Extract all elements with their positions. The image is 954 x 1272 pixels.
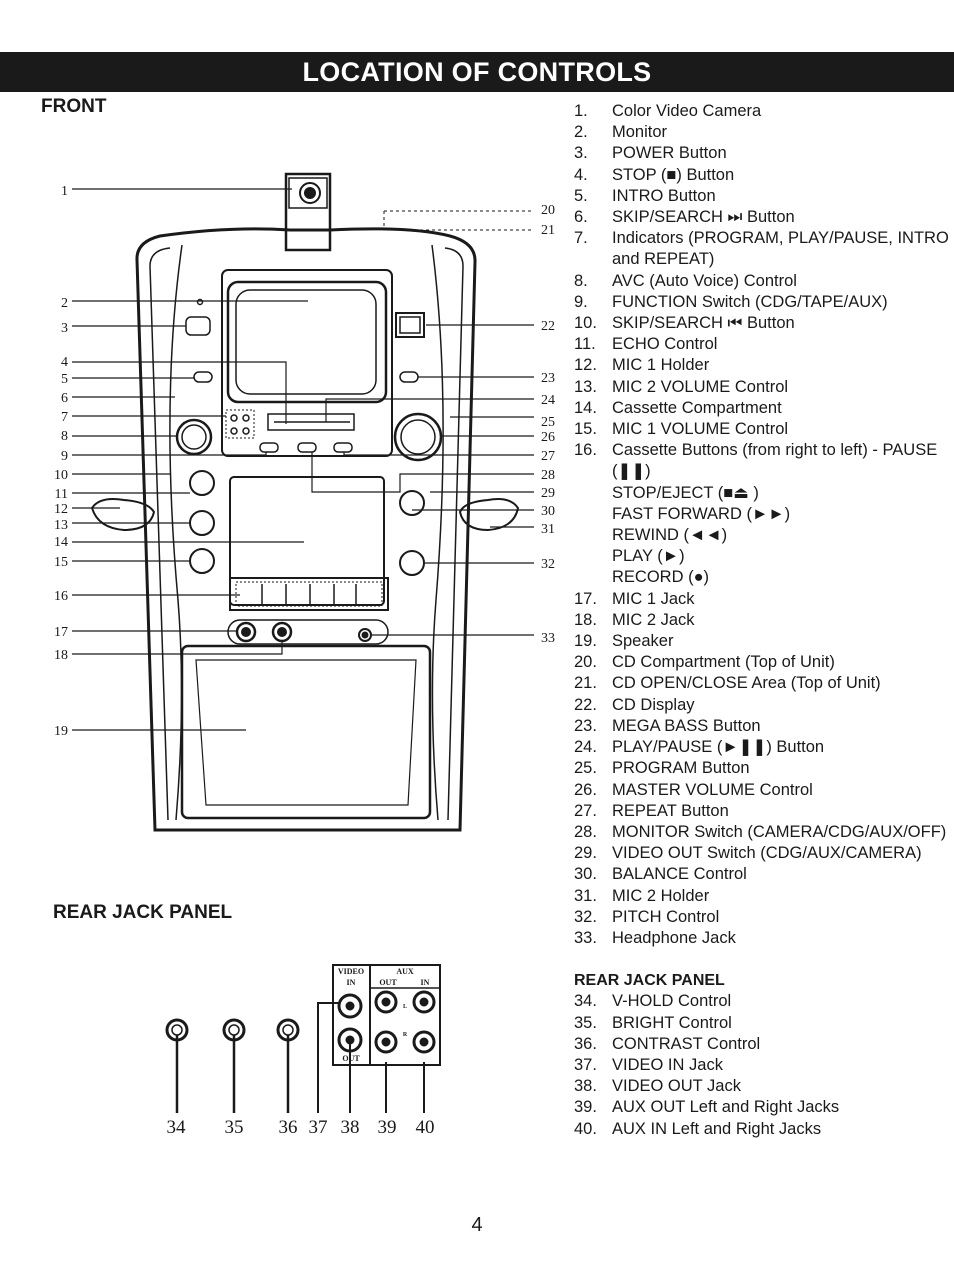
- legend-item-text: V-HOLD Control: [612, 992, 732, 1011]
- legend-item-number: 25.: [574, 759, 597, 778]
- rear-panel-drawing: [167, 965, 440, 1113]
- device-front-drawing: [92, 174, 534, 830]
- legend-item: [574, 695, 949, 716]
- legend-item-text: AUX OUT Left and Right Jacks: [612, 1098, 840, 1117]
- legend-item-text: VIDEO IN Jack: [612, 1055, 723, 1074]
- legend-item: [574, 1055, 949, 1076]
- camera-drawing: [286, 174, 330, 250]
- front-callouts: [54, 184, 68, 739]
- legend-item-number: 10.: [574, 314, 597, 333]
- legend-item-number: 22.: [574, 695, 597, 714]
- legend-item-text: MASTER VOLUME Control: [612, 780, 813, 799]
- legend-item: [574, 313, 949, 334]
- legend-item-text: RECORD (●): [612, 568, 710, 587]
- legend-item-text: FAST FORWARD (►►): [612, 504, 791, 523]
- legend-item: [574, 186, 949, 207]
- legend-item-text: PROGRAM Button: [612, 759, 750, 778]
- legend-item: [574, 292, 949, 313]
- callout: 18: [54, 648, 68, 663]
- legend-item-text: Indicators (PROGRAM, PLAY/PAUSE, INTRO and REPEAT): [612, 229, 949, 269]
- legend-item-number: 32.: [574, 907, 597, 926]
- legend-item-text: VIDEO OUT Switch (CDG/AUX/CAMERA): [612, 844, 922, 863]
- cassette-drawing: [230, 477, 384, 605]
- legend-item-number: 29.: [574, 844, 597, 863]
- legend-item-text: PITCH Control: [612, 907, 720, 926]
- legend-item-number: 33.: [574, 928, 597, 947]
- legend-item: [574, 398, 949, 419]
- page-title: LOCATION OF CONTROLS: [302, 57, 652, 87]
- callout: 30: [541, 504, 555, 519]
- callout: 29: [541, 486, 555, 501]
- callout: 8: [61, 429, 68, 444]
- callout: 19: [54, 724, 68, 739]
- callout: 28: [541, 468, 555, 483]
- legend-item: [574, 822, 949, 843]
- callout: 24: [541, 393, 555, 408]
- legend-item-number: 11.: [574, 335, 596, 354]
- legend-item: [574, 504, 949, 525]
- legend-item: [574, 440, 949, 482]
- legend-item: [574, 907, 949, 928]
- legend-item-number: [574, 546, 612, 567]
- callout: 27: [541, 449, 555, 464]
- legend-item-number: 38.: [574, 1077, 597, 1096]
- legend-item-number: 13.: [574, 377, 597, 396]
- legend-item-text: PLAY (►): [612, 547, 685, 566]
- callout: 37: [308, 1117, 328, 1138]
- callout: 11: [54, 487, 68, 502]
- callout: 35: [224, 1117, 244, 1138]
- legend-item-number: [574, 567, 612, 588]
- legend-item-text: REPEAT Button: [612, 801, 729, 820]
- legend-item: [574, 864, 949, 885]
- callout: 5: [61, 372, 68, 387]
- legend-item: [574, 652, 949, 673]
- legend-item: [574, 610, 949, 631]
- callout: 33: [541, 631, 555, 646]
- legend-item-number: 7.: [574, 229, 588, 248]
- legend-item-number: 2.: [574, 123, 588, 142]
- callout: 39: [377, 1117, 397, 1138]
- legend-item-number: 20.: [574, 653, 597, 672]
- legend-item-text: Headphone Jack: [612, 928, 736, 947]
- legend-item-number: 16.: [574, 441, 597, 460]
- legend-item-number: 37.: [574, 1055, 597, 1074]
- legend-item-number: 9.: [574, 292, 588, 311]
- legend-item-number: 36.: [574, 1034, 597, 1053]
- panel-label: OUT: [342, 1054, 360, 1063]
- callout: 12: [54, 502, 68, 517]
- legend-item-text: AUX IN Left and Right Jacks: [612, 1119, 822, 1138]
- legend-item-text: BALANCE Control: [612, 865, 747, 884]
- callout: 36: [278, 1117, 298, 1138]
- legend-item-text: SKIP/SEARCH ⏭ Button: [612, 208, 795, 227]
- legend-item-text: REWIND (◄◄): [612, 526, 728, 545]
- page-number: 4: [471, 1214, 483, 1236]
- callout: 40: [415, 1117, 435, 1138]
- legend-item-number: 39.: [574, 1098, 597, 1117]
- legend-item-text: Cassette Buttons (from right to left) - PAUSE (❚❚): [612, 441, 938, 481]
- legend-item-text: Speaker: [612, 632, 674, 651]
- legend-rear-list: [574, 991, 949, 1139]
- legend-item-number: 23.: [574, 716, 597, 735]
- legend-item: [574, 673, 949, 694]
- callout: 25: [541, 415, 555, 430]
- legend-item: [574, 843, 949, 864]
- legend-item-text: BRIGHT Control: [612, 1013, 732, 1032]
- legend-item: [574, 780, 949, 801]
- legend-item-text: STOP/EJECT (■⏏ ): [612, 483, 759, 502]
- legend-item-number: 40.: [574, 1119, 597, 1138]
- rear-callouts: [167, 1117, 435, 1138]
- legend-item-text: Monitor: [612, 123, 668, 142]
- speaker-drawing: [182, 646, 430, 818]
- legend-item-number: 1.: [574, 102, 588, 120]
- legend-item: [574, 419, 949, 440]
- callout: 15: [54, 555, 68, 570]
- legend-item-number: 19.: [574, 632, 597, 651]
- legend-item: [574, 1097, 949, 1118]
- callout: 6: [61, 391, 68, 406]
- callout: 17: [54, 625, 68, 640]
- legend-item-number: 26.: [574, 780, 597, 799]
- legend-item-number: 8.: [574, 271, 588, 290]
- callout: 1: [61, 184, 68, 199]
- panel-label: IN: [420, 978, 430, 987]
- callout: 34: [166, 1117, 186, 1138]
- legend-item: [574, 886, 949, 907]
- legend-item-number: 12.: [574, 356, 597, 375]
- callout: 9: [61, 449, 68, 464]
- legend-item-number: [574, 525, 612, 546]
- front-section-label: FRONT: [41, 96, 107, 117]
- legend-front-list: [574, 101, 949, 949]
- legend-item-text: MIC 2 Holder: [612, 886, 710, 905]
- callout: 21: [541, 223, 555, 238]
- legend-item-text: INTRO Button: [612, 186, 716, 205]
- legend-item: [574, 589, 949, 610]
- legend-item-text: AVC (Auto Voice) Control: [612, 271, 797, 290]
- panel-label: IN: [346, 978, 356, 987]
- legend-item-text: MIC 2 Jack: [612, 610, 695, 629]
- legend-item: [574, 207, 949, 228]
- legend-item-number: 31.: [574, 886, 597, 905]
- panel-label: AUX: [396, 967, 414, 976]
- legend-item: [574, 567, 949, 588]
- legend-item: [574, 525, 949, 546]
- legend-item-number: 34.: [574, 992, 597, 1011]
- legend-item: [574, 716, 949, 737]
- legend-item-text: CD Compartment (Top of Unit): [612, 653, 835, 672]
- legend-item-text: POWER Button: [612, 144, 727, 163]
- legend-item: [574, 271, 949, 292]
- legend-item-text: MIC 2 VOLUME Control: [612, 377, 789, 396]
- callout: 3: [61, 321, 68, 336]
- callout: 14: [54, 535, 68, 550]
- legend-item-number: 14.: [574, 398, 597, 417]
- legend-item: [574, 801, 949, 822]
- legend-item: [574, 377, 949, 398]
- monitor-screen: [228, 282, 386, 402]
- panel-label: OUT: [379, 978, 397, 987]
- legend-item-text: CD OPEN/CLOSE Area (Top of Unit): [612, 674, 881, 693]
- legend-item: [574, 928, 949, 949]
- legend-item-number: 4.: [574, 165, 588, 184]
- callout: 16: [54, 589, 68, 604]
- callout: 23: [541, 371, 555, 386]
- legend-item-text: VIDEO OUT Jack: [612, 1077, 741, 1096]
- legend-item: [574, 758, 949, 779]
- callout: 26: [541, 430, 555, 445]
- legend-item-text: MEGA BASS Button: [612, 716, 761, 735]
- legend-item: [574, 1013, 949, 1034]
- legend-item-text: Color Video Camera: [612, 102, 762, 120]
- legend-item-number: 18.: [574, 610, 597, 629]
- legend-item-number: 24.: [574, 738, 597, 757]
- legend-item: [574, 143, 949, 164]
- legend-item-number: 30.: [574, 865, 597, 884]
- legend-item: [574, 1076, 949, 1097]
- legend-item-number: 21.: [574, 674, 597, 693]
- legend-item: [574, 546, 949, 567]
- legend-item-text: CD Display: [612, 695, 695, 714]
- legend-item-text: PLAY/PAUSE (►❚❚) Button: [612, 738, 825, 757]
- legend-item: [574, 165, 949, 186]
- legend-item: [574, 631, 949, 652]
- legend-item: [574, 483, 949, 504]
- legend-item: [574, 355, 949, 376]
- legend-item-number: [574, 483, 612, 504]
- legend-item-number: [574, 504, 612, 525]
- callout: 22: [541, 319, 555, 334]
- legend-item: [574, 334, 949, 355]
- callout: 38: [340, 1117, 360, 1138]
- rear-section-label: REAR JACK PANEL: [53, 902, 233, 923]
- legend-item-number: 17.: [574, 589, 597, 608]
- legend-item-text: Cassette Compartment: [612, 398, 782, 417]
- legend-item-text: MIC 1 VOLUME Control: [612, 420, 789, 439]
- callout: 13: [54, 518, 68, 533]
- legend-item-text: SKIP/SEARCH ⏮ Button: [612, 314, 795, 333]
- legend-item-text: MIC 1 Jack: [612, 589, 695, 608]
- legend-item: [574, 122, 949, 143]
- callout: 2: [61, 296, 68, 311]
- legend-item-number: 35.: [574, 1013, 597, 1032]
- controls-legend: [574, 101, 949, 1140]
- legend-item: [574, 101, 949, 122]
- callout: 20: [541, 203, 555, 218]
- legend-item-text: FUNCTION Switch (CDG/TAPE/AUX): [612, 292, 888, 311]
- legend-item-text: ECHO Control: [612, 335, 718, 354]
- callout: 31: [541, 522, 555, 537]
- legend-item: [574, 1034, 949, 1055]
- callout: 4: [61, 355, 68, 370]
- callout: 10: [54, 468, 68, 483]
- legend-item-number: 27.: [574, 801, 597, 820]
- legend-item-number: 5.: [574, 186, 588, 205]
- panel-label: L: [402, 1004, 408, 1010]
- legend-item-number: 3.: [574, 144, 588, 163]
- legend-item-number: 15.: [574, 420, 597, 439]
- legend-item: [574, 737, 949, 758]
- legend-item-text: CONTRAST Control: [612, 1034, 761, 1053]
- front-callouts-right: [541, 203, 555, 646]
- legend-item: [574, 228, 949, 270]
- legend-item: [574, 1119, 949, 1140]
- legend-rear-heading: REAR JACK PANEL: [574, 972, 725, 990]
- legend-item-text: MIC 1 Holder: [612, 356, 710, 375]
- callout: 32: [541, 557, 555, 572]
- legend-item-text: STOP (■) Button: [612, 165, 735, 184]
- legend-item-number: 6.: [574, 208, 588, 227]
- callout: 7: [61, 410, 68, 425]
- legend-item-text: MONITOR Switch (CAMERA/CDG/AUX/OFF): [612, 822, 947, 841]
- panel-label: R: [402, 1032, 408, 1038]
- legend-item: [574, 991, 949, 1012]
- panel-label: VIDEO: [337, 967, 365, 976]
- legend-item-number: 28.: [574, 822, 597, 841]
